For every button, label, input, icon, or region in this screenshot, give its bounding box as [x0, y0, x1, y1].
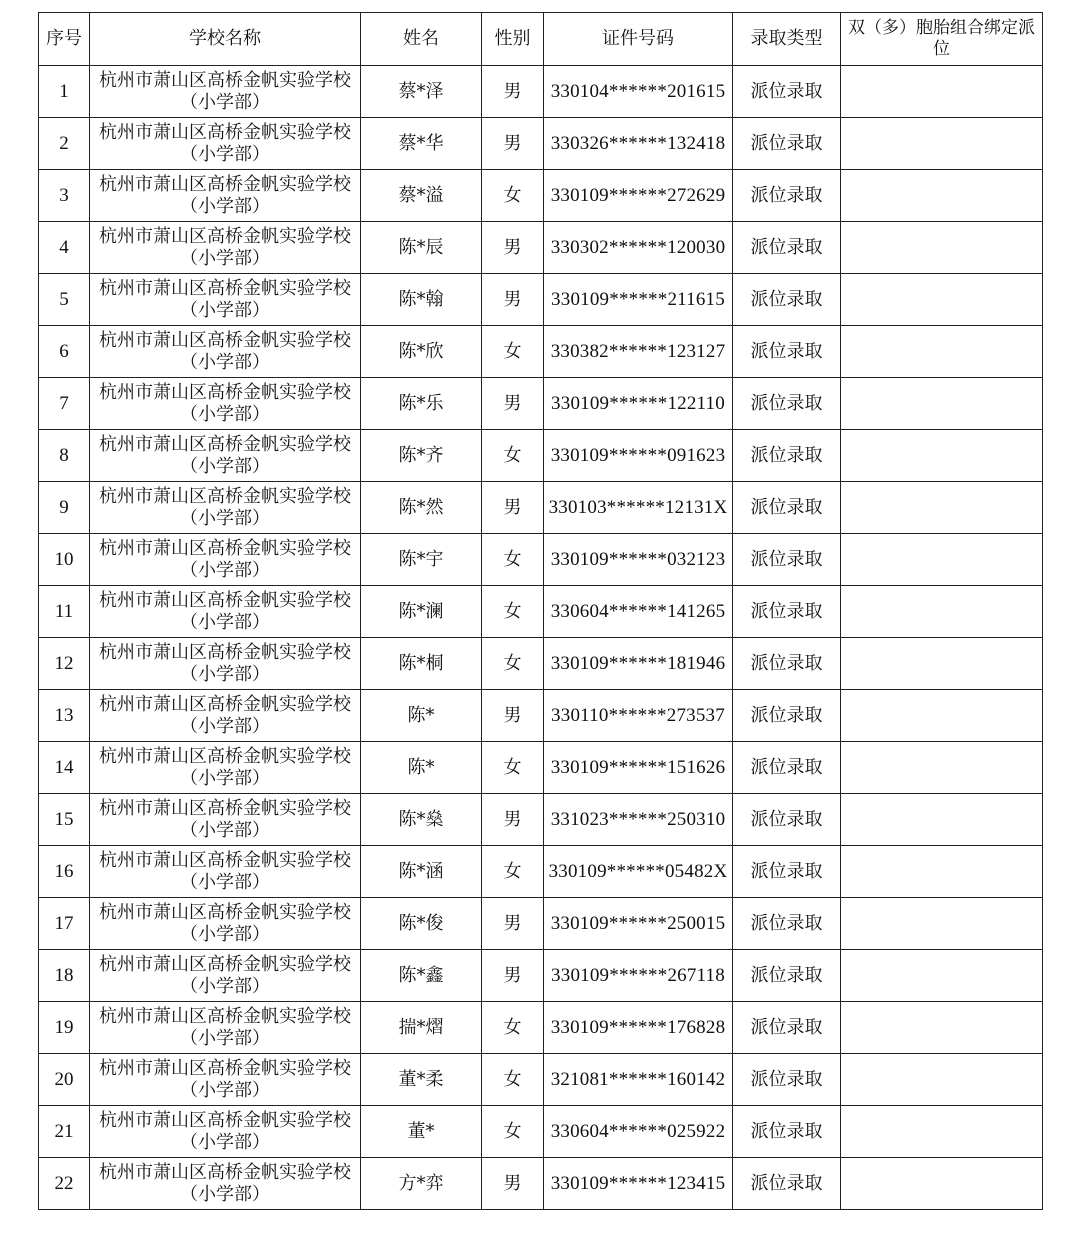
- cell-school: 杭州市萧山区高桥金帆实验学校（小学部）: [90, 898, 361, 950]
- cell-gender: 女: [482, 430, 544, 482]
- cell-id-number: 330109******176828: [544, 1002, 733, 1054]
- cell-twin-binding: [841, 742, 1043, 794]
- cell-no: 15: [39, 794, 90, 846]
- table-row: [39, 846, 1043, 898]
- cell-school: 杭州市萧山区高桥金帆实验学校（小学部）: [90, 742, 361, 794]
- cell-admission-type: 派位录取: [733, 638, 841, 690]
- cell-school: 杭州市萧山区高桥金帆实验学校（小学部）: [90, 586, 361, 638]
- cell-school: 杭州市萧山区高桥金帆实验学校（小学部）: [90, 1106, 361, 1158]
- cell-gender: 男: [482, 898, 544, 950]
- cell-id-number: 330109******267118: [544, 950, 733, 1002]
- table-row: [39, 1054, 1043, 1106]
- cell-school: 杭州市萧山区高桥金帆实验学校（小学部）: [90, 1002, 361, 1054]
- cell-admission-type: 派位录取: [733, 66, 841, 118]
- cell-school: 杭州市萧山区高桥金帆实验学校（小学部）: [90, 534, 361, 586]
- cell-admission-type: 派位录取: [733, 482, 841, 534]
- cell-twin-binding: [841, 1002, 1043, 1054]
- cell-school: 杭州市萧山区高桥金帆实验学校（小学部）: [90, 326, 361, 378]
- cell-no: 1: [39, 66, 90, 118]
- cell-admission-type: 派位录取: [733, 378, 841, 430]
- cell-no: 6: [39, 326, 90, 378]
- cell-name: 陈*澜: [361, 586, 482, 638]
- cell-twin-binding: [841, 222, 1043, 274]
- cell-gender: 女: [482, 846, 544, 898]
- cell-name: 董*柔: [361, 1054, 482, 1106]
- cell-twin-binding: [841, 846, 1043, 898]
- table-row: [39, 1002, 1043, 1054]
- cell-name: 陈*: [361, 690, 482, 742]
- table-row: [39, 326, 1043, 378]
- cell-gender: 男: [482, 118, 544, 170]
- cell-gender: 男: [482, 482, 544, 534]
- cell-twin-binding: [841, 690, 1043, 742]
- cell-twin-binding: [841, 326, 1043, 378]
- table-row: [39, 950, 1043, 1002]
- cell-gender: 女: [482, 1054, 544, 1106]
- cell-no: 5: [39, 274, 90, 326]
- cell-no: 22: [39, 1158, 90, 1210]
- cell-gender: 男: [482, 1158, 544, 1210]
- cell-admission-type: 派位录取: [733, 794, 841, 846]
- cell-no: 19: [39, 1002, 90, 1054]
- header-no: 序号: [39, 13, 90, 66]
- cell-no: 16: [39, 846, 90, 898]
- cell-gender: 女: [482, 586, 544, 638]
- cell-gender: 女: [482, 326, 544, 378]
- table-row: [39, 482, 1043, 534]
- cell-twin-binding: [841, 898, 1043, 950]
- cell-no: 2: [39, 118, 90, 170]
- cell-gender: 男: [482, 378, 544, 430]
- cell-id-number: 330109******181946: [544, 638, 733, 690]
- admission-table: [38, 12, 1043, 1210]
- cell-id-number: 330109******151626: [544, 742, 733, 794]
- cell-twin-binding: [841, 1054, 1043, 1106]
- table-row: [39, 586, 1043, 638]
- cell-admission-type: 派位录取: [733, 222, 841, 274]
- cell-admission-type: 派位录取: [733, 1054, 841, 1106]
- cell-twin-binding: [841, 170, 1043, 222]
- table-row: [39, 898, 1043, 950]
- cell-twin-binding: [841, 66, 1043, 118]
- cell-id-number: 330302******120030: [544, 222, 733, 274]
- table-row: [39, 66, 1043, 118]
- cell-no: 4: [39, 222, 90, 274]
- cell-admission-type: 派位录取: [733, 586, 841, 638]
- cell-name: 方*弈: [361, 1158, 482, 1210]
- cell-name: 陈*燊: [361, 794, 482, 846]
- cell-school: 杭州市萧山区高桥金帆实验学校（小学部）: [90, 274, 361, 326]
- cell-gender: 女: [482, 1106, 544, 1158]
- cell-twin-binding: [841, 1158, 1043, 1210]
- cell-gender: 男: [482, 66, 544, 118]
- cell-twin-binding: [841, 430, 1043, 482]
- cell-twin-binding: [841, 794, 1043, 846]
- cell-name: 董*: [361, 1106, 482, 1158]
- cell-twin-binding: [841, 118, 1043, 170]
- cell-gender: 女: [482, 170, 544, 222]
- cell-no: 10: [39, 534, 90, 586]
- header-twin-binding: 双（多）胞胎组合绑定派位: [841, 13, 1043, 66]
- table-row: [39, 118, 1043, 170]
- cell-id-number: 330109******250015: [544, 898, 733, 950]
- cell-id-number: 330604******025922: [544, 1106, 733, 1158]
- cell-id-number: 330109******032123: [544, 534, 733, 586]
- cell-admission-type: 派位录取: [733, 898, 841, 950]
- cell-id-number: 330109******272629: [544, 170, 733, 222]
- cell-twin-binding: [841, 950, 1043, 1002]
- cell-school: 杭州市萧山区高桥金帆实验学校（小学部）: [90, 482, 361, 534]
- cell-no: 8: [39, 430, 90, 482]
- cell-twin-binding: [841, 534, 1043, 586]
- header-gender: 性别: [482, 13, 544, 66]
- cell-name: 陈*鑫: [361, 950, 482, 1002]
- cell-no: 11: [39, 586, 90, 638]
- cell-id-number: 330109******123415: [544, 1158, 733, 1210]
- cell-school: 杭州市萧山区高桥金帆实验学校（小学部）: [90, 950, 361, 1002]
- cell-no: 14: [39, 742, 90, 794]
- table-row: [39, 742, 1043, 794]
- cell-school: 杭州市萧山区高桥金帆实验学校（小学部）: [90, 690, 361, 742]
- cell-admission-type: 派位录取: [733, 846, 841, 898]
- cell-admission-type: 派位录取: [733, 534, 841, 586]
- cell-school: 杭州市萧山区高桥金帆实验学校（小学部）: [90, 378, 361, 430]
- cell-gender: 男: [482, 950, 544, 1002]
- cell-admission-type: 派位录取: [733, 742, 841, 794]
- header-admission-type: 录取类型: [733, 13, 841, 66]
- cell-no: 3: [39, 170, 90, 222]
- cell-no: 20: [39, 1054, 90, 1106]
- cell-school: 杭州市萧山区高桥金帆实验学校（小学部）: [90, 170, 361, 222]
- cell-name: 蔡*泽: [361, 66, 482, 118]
- cell-id-number: 330104******201615: [544, 66, 733, 118]
- cell-name: 陈*宇: [361, 534, 482, 586]
- cell-name: 陈*涵: [361, 846, 482, 898]
- cell-name: 陈*乐: [361, 378, 482, 430]
- cell-no: 17: [39, 898, 90, 950]
- cell-school: 杭州市萧山区高桥金帆实验学校（小学部）: [90, 638, 361, 690]
- table-row: [39, 430, 1043, 482]
- cell-name: 蔡*溢: [361, 170, 482, 222]
- cell-twin-binding: [841, 378, 1043, 430]
- cell-id-number: 330110******273537: [544, 690, 733, 742]
- cell-no: 18: [39, 950, 90, 1002]
- table-row: [39, 222, 1043, 274]
- table-row: [39, 1106, 1043, 1158]
- cell-name: 陈*: [361, 742, 482, 794]
- cell-admission-type: 派位录取: [733, 170, 841, 222]
- cell-school: 杭州市萧山区高桥金帆实验学校（小学部）: [90, 118, 361, 170]
- cell-school: 杭州市萧山区高桥金帆实验学校（小学部）: [90, 222, 361, 274]
- cell-name: 陈*俊: [361, 898, 482, 950]
- header-id-number: 证件号码: [544, 13, 733, 66]
- cell-id-number: 330604******141265: [544, 586, 733, 638]
- cell-school: 杭州市萧山区高桥金帆实验学校（小学部）: [90, 846, 361, 898]
- cell-gender: 男: [482, 690, 544, 742]
- cell-school: 杭州市萧山区高桥金帆实验学校（小学部）: [90, 794, 361, 846]
- cell-id-number: 331023******250310: [544, 794, 733, 846]
- cell-twin-binding: [841, 274, 1043, 326]
- cell-twin-binding: [841, 482, 1043, 534]
- cell-no: 13: [39, 690, 90, 742]
- cell-name: 陈*齐: [361, 430, 482, 482]
- table-row: [39, 378, 1043, 430]
- cell-twin-binding: [841, 638, 1043, 690]
- cell-school: 杭州市萧山区高桥金帆实验学校（小学部）: [90, 1158, 361, 1210]
- table-row: [39, 638, 1043, 690]
- cell-id-number: 330109******122110: [544, 378, 733, 430]
- cell-no: 12: [39, 638, 90, 690]
- table-row: [39, 274, 1043, 326]
- cell-id-number: 330109******091623: [544, 430, 733, 482]
- header-name: 姓名: [361, 13, 482, 66]
- cell-name: 蔡*华: [361, 118, 482, 170]
- cell-id-number: 330326******132418: [544, 118, 733, 170]
- cell-school: 杭州市萧山区高桥金帆实验学校（小学部）: [90, 66, 361, 118]
- cell-name: 陈*翰: [361, 274, 482, 326]
- cell-admission-type: 派位录取: [733, 1158, 841, 1210]
- cell-admission-type: 派位录取: [733, 1106, 841, 1158]
- cell-school: 杭州市萧山区高桥金帆实验学校（小学部）: [90, 430, 361, 482]
- table-row: [39, 794, 1043, 846]
- table-header: [39, 13, 1043, 66]
- cell-gender: 男: [482, 274, 544, 326]
- cell-name: 陈*然: [361, 482, 482, 534]
- cell-no: 7: [39, 378, 90, 430]
- cell-id-number: 330109******05482X: [544, 846, 733, 898]
- header-row: [39, 13, 1043, 66]
- cell-id-number: 330382******123127: [544, 326, 733, 378]
- cell-name: 陈*欣: [361, 326, 482, 378]
- table-body: [39, 66, 1043, 1210]
- cell-id-number: 330109******211615: [544, 274, 733, 326]
- cell-admission-type: 派位录取: [733, 690, 841, 742]
- table-row: [39, 170, 1043, 222]
- cell-gender: 男: [482, 222, 544, 274]
- cell-admission-type: 派位录取: [733, 326, 841, 378]
- cell-id-number: 330103******12131X: [544, 482, 733, 534]
- header-school: 学校名称: [90, 13, 361, 66]
- cell-admission-type: 派位录取: [733, 118, 841, 170]
- cell-gender: 女: [482, 534, 544, 586]
- cell-gender: 女: [482, 1002, 544, 1054]
- cell-admission-type: 派位录取: [733, 950, 841, 1002]
- table-row: [39, 534, 1043, 586]
- cell-name: 揣*熠: [361, 1002, 482, 1054]
- cell-gender: 女: [482, 742, 544, 794]
- cell-twin-binding: [841, 586, 1043, 638]
- cell-gender: 女: [482, 638, 544, 690]
- cell-name: 陈*桐: [361, 638, 482, 690]
- cell-id-number: 321081******160142: [544, 1054, 733, 1106]
- cell-no: 21: [39, 1106, 90, 1158]
- table-row: [39, 1158, 1043, 1210]
- cell-gender: 男: [482, 794, 544, 846]
- cell-no: 9: [39, 482, 90, 534]
- cell-twin-binding: [841, 1106, 1043, 1158]
- cell-name: 陈*辰: [361, 222, 482, 274]
- cell-admission-type: 派位录取: [733, 430, 841, 482]
- cell-admission-type: 派位录取: [733, 1002, 841, 1054]
- cell-admission-type: 派位录取: [733, 274, 841, 326]
- table-row: [39, 690, 1043, 742]
- cell-school: 杭州市萧山区高桥金帆实验学校（小学部）: [90, 1054, 361, 1106]
